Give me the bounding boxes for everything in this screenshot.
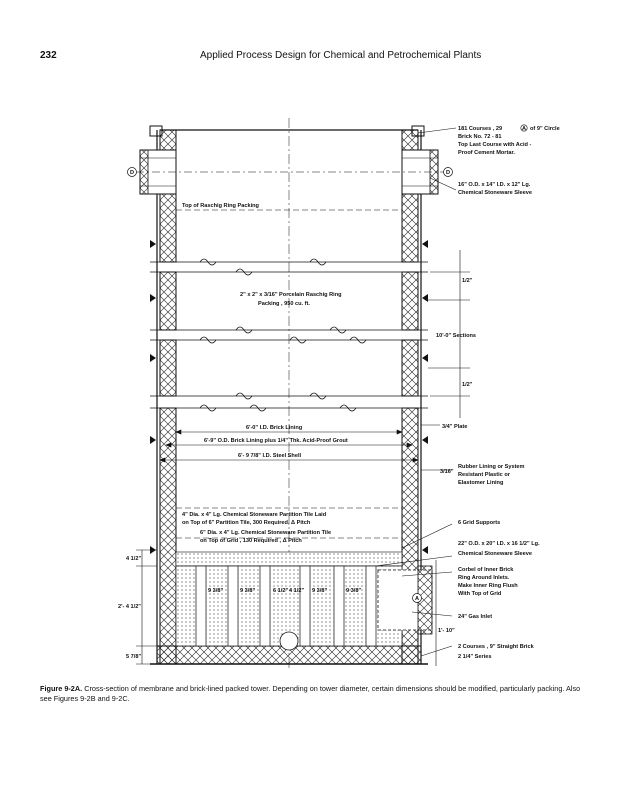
label-top-course-1: Top Last Course with Acid - <box>458 142 532 148</box>
label-grid-gap: 9 3/8" <box>208 588 224 594</box>
figure-caption-text: Cross-section of membrane and brick-lined packed tower. Depending on tower diameter, certain dimensions should be modified, particularly packing. Also see Figures 9-2B and 9-2C. <box>40 684 581 703</box>
figure-caption-label: Figure 9-2A. <box>40 684 83 693</box>
label-tile6-2: on Top of Grid , 130 Required , Δ Pitch <box>200 538 302 544</box>
label-grid-supports: 6 Grid Supports <box>458 520 501 526</box>
label-corbel-2: Ring Around Inlets. <box>458 575 510 581</box>
label-courses-2: of 9" Circle <box>530 126 560 132</box>
label-inlet-dim: 1'- 10" <box>438 628 455 634</box>
label-rings-2: Packing , 950 cu. ft. <box>258 301 310 307</box>
label-partition-2: on Top of 6" Partition Tile, 300 Required, Δ Pitch <box>182 520 311 526</box>
label-brick-no: Brick No. 72 - 81 <box>458 134 502 140</box>
label-courses-marker: A <box>522 126 527 132</box>
label-corbel-4: With Top of Grid <box>458 591 502 597</box>
label-dim-grid: 4 1/2" <box>126 556 142 562</box>
label-rubber-frac: 3/16" <box>440 469 454 475</box>
marker-d-right: D <box>446 170 451 176</box>
label-corbel-3: Make Inner Ring Flush <box>458 583 518 589</box>
packing-break-symbols <box>200 259 366 411</box>
label-half-bottom: 1/2" <box>462 382 473 388</box>
marker-d-left: D <box>130 170 135 176</box>
label-sleeve-dims: 16" O.D. x 14" I.D. x 12" Lg. <box>458 182 531 188</box>
label-grid-gap: 4 1/2" <box>289 588 305 594</box>
label-sleeve2-dims: 22" O.D. x 20" I.D. x 16 1/2" Lg. <box>458 541 540 547</box>
label-plate: 3/4" Plate <box>442 424 468 430</box>
label-rubber-2: Resistant Plastic or <box>458 472 510 478</box>
label-rings-1: 2" x 2" x 3/16" Porcelain Raschig Ring <box>240 292 342 298</box>
label-grid-gap: 9 3/8" <box>240 588 256 594</box>
label-rubber-1: Rubber Lining or System <box>458 464 525 470</box>
label-top-packing: Top of Raschig Ring Packing <box>182 203 259 209</box>
label-dim-gap: 2'- 4 1/2" <box>118 604 141 610</box>
label-sections: 10'-0" Sections <box>436 333 477 339</box>
label-steel-shell: 6'- 9 7/8" I.D. Steel Shell <box>238 453 302 459</box>
label-courses-1: 181 Courses , 29 <box>458 126 503 132</box>
label-partition-1: 4" Dia. x 4" Lg. Chemical Stoneware Partition Tile Laid <box>182 512 327 518</box>
label-courses-bottom-1: 2 Courses , 9" Straight Brick <box>458 644 534 650</box>
label-sleeve-name: Chemical Stoneware Sleeve <box>458 190 532 196</box>
figure-caption <box>40 684 585 704</box>
marker-a-inlet: A <box>415 596 420 602</box>
label-dim-base: 5 7/8" <box>126 654 142 660</box>
label-sleeve2-name: Chemical Stoneware Sleeve <box>458 551 532 557</box>
running-title: Applied Process Design for Chemical and Petrochemical Plants <box>200 50 482 61</box>
label-rubber-3: Elastomer Lining <box>458 480 504 486</box>
label-tile6-1: 6" Dia. x 4" Lg. Chemical Stoneware Partition Tile <box>200 530 332 536</box>
label-grid-gap: 9 3/8" <box>346 588 362 594</box>
label-corbel-1: Corbel of Inner Brick <box>458 567 514 573</box>
label-grid-gap: 6 1/2" <box>273 588 289 594</box>
label-brick-lining: 6'-0" I.D. Brick Lining <box>246 425 303 431</box>
label-half-top: 1/2" <box>462 278 473 284</box>
label-courses-bottom-2: 2 1/4" Series <box>458 654 492 660</box>
label-grid-gap: 9 3/8" <box>312 588 328 594</box>
label-brick-od: 6'-9" O.D. Brick Lining plus 1/4" Thk. Acid-Proof Grout <box>204 438 348 444</box>
label-gas-inlet: 24" Gas Inlet <box>458 614 493 620</box>
page-number: 232 <box>40 50 57 61</box>
label-top-course-2: Proof Cement Mortar. <box>458 150 515 156</box>
top-outlet-nozzles <box>128 150 453 194</box>
